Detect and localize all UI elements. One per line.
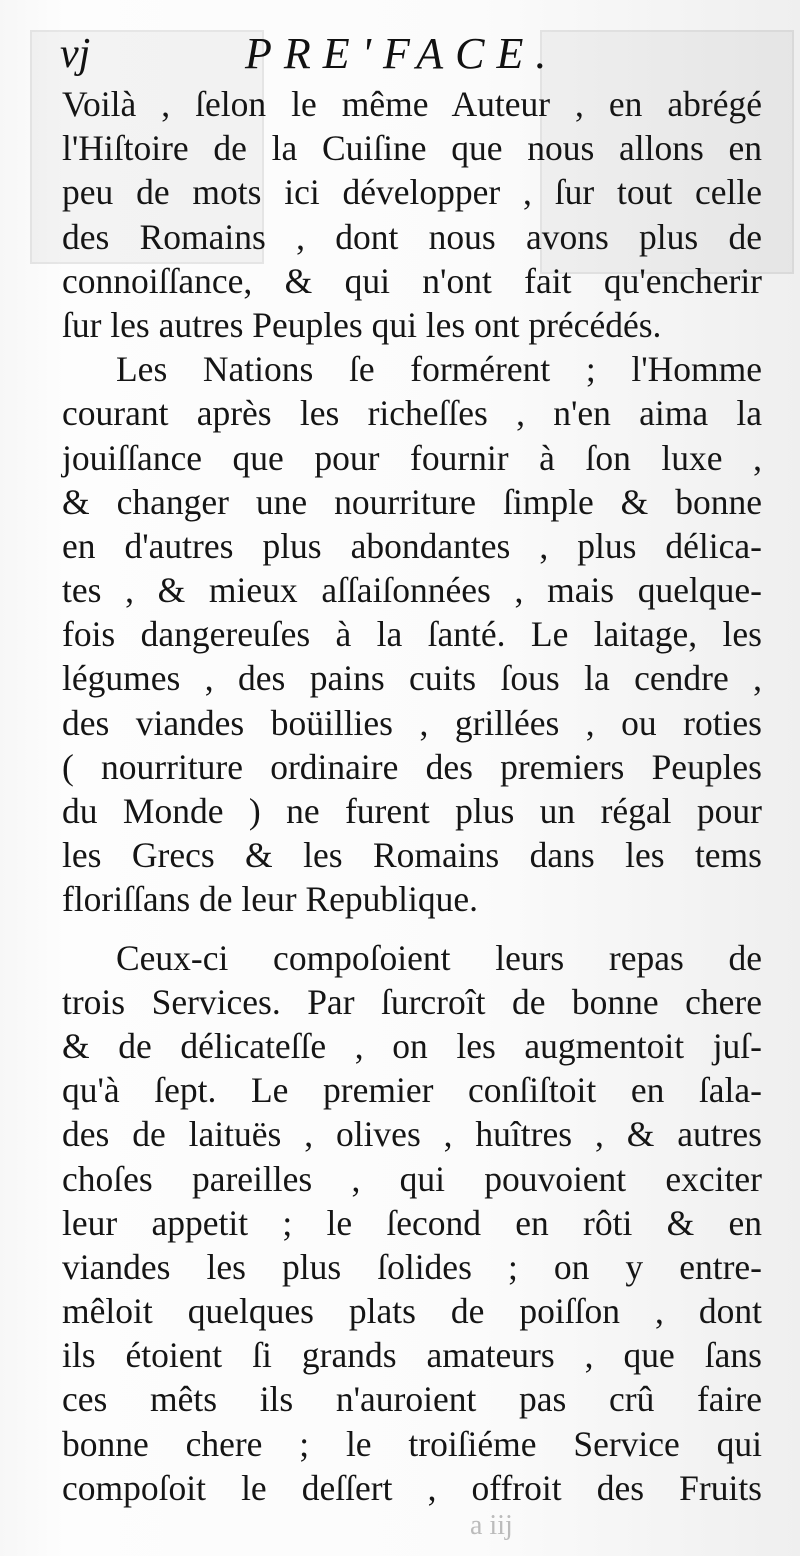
text-line: fois dangereuſes à la ſanté. Le laitage, les — [62, 614, 762, 655]
text-line: bonne chere ; le troiſiéme Service qui — [62, 1423, 762, 1464]
text-line: peu de mots ici développer , ſur tout celle — [62, 172, 762, 213]
text-line: jouiſſance que pour fournir à ſon luxe , — [62, 437, 762, 478]
text-line: légumes , des pains cuits ſous la cendre , — [62, 658, 762, 699]
paragraph-gap — [62, 922, 762, 936]
text-line: Voilà , ſelon le même Auteur , en abrégé — [62, 84, 762, 124]
running-head: PRE'FACE. — [245, 29, 559, 78]
text-line: leur appetit ; le ſecond en rôti & en — [62, 1202, 762, 1243]
text-line: & changer une nourriture ſimple & bonne — [62, 481, 762, 522]
signature-mark: a iij — [470, 1510, 513, 1541]
text-line: floriſſans de leur Republique. — [62, 879, 479, 920]
text-line: du Monde ) ne furent plus un régal pour — [62, 791, 762, 831]
text-line: ils étoient ſi grands amateurs , que ſans — [62, 1335, 762, 1376]
text-line: & de délicateſſe , on les augmentoit juſ- — [62, 1025, 762, 1066]
text-line: les Grecs & les Romains dans les tems — [62, 835, 762, 876]
page-header — [50, 22, 770, 82]
text-line: mêloit quelques plats de poiſſon , dont — [62, 1291, 762, 1332]
text-line: l'Hiſtoire de la Cuiſine que nous allons en — [62, 128, 762, 169]
text-line: courant après les richeſſes , n'en aima la — [62, 393, 762, 434]
text-line: des de laituës , olives , huîtres , & autres — [62, 1114, 762, 1155]
text-line: des Romains , dont nous avons plus de — [62, 216, 762, 257]
text-line: des viandes boüillies , grillées , ou roties — [62, 702, 762, 743]
text-line: viandes les plus ſolides ; on y entre- — [62, 1246, 762, 1287]
text-line: connoiſſance, & qui n'ont fait qu'encherir — [62, 260, 762, 301]
text-line: ſur les autres Peuples qui les ont précédés. — [62, 304, 662, 345]
text-line: compoſoit le deſſert , offroit des Fruits — [62, 1467, 762, 1508]
body-text — [62, 82, 762, 1510]
text-line: ces mêts ils n'auroient pas crû faire — [62, 1379, 762, 1420]
text-line: tes , & mieux aſſaiſonnées , mais quelque- — [62, 570, 762, 611]
text-line: ( nourriture ordinaire des premiers Peuples — [62, 746, 762, 787]
text-line: trois Services. Par ſurcroît de bonne chere — [62, 981, 762, 1022]
text-line: choſes pareilles , qui pouvoient exciter — [62, 1158, 762, 1199]
page-number: vj — [60, 31, 91, 77]
text-line: Ceux-ci compoſoient leurs repas de — [116, 937, 762, 978]
text-line: qu'à ſept. Le premier conſiſtoit en ſala- — [62, 1070, 762, 1111]
text-line: en d'autres plus abondantes , plus délica- — [62, 525, 762, 566]
text-line: Les Nations ſe formérent ; l'Homme — [116, 349, 762, 390]
